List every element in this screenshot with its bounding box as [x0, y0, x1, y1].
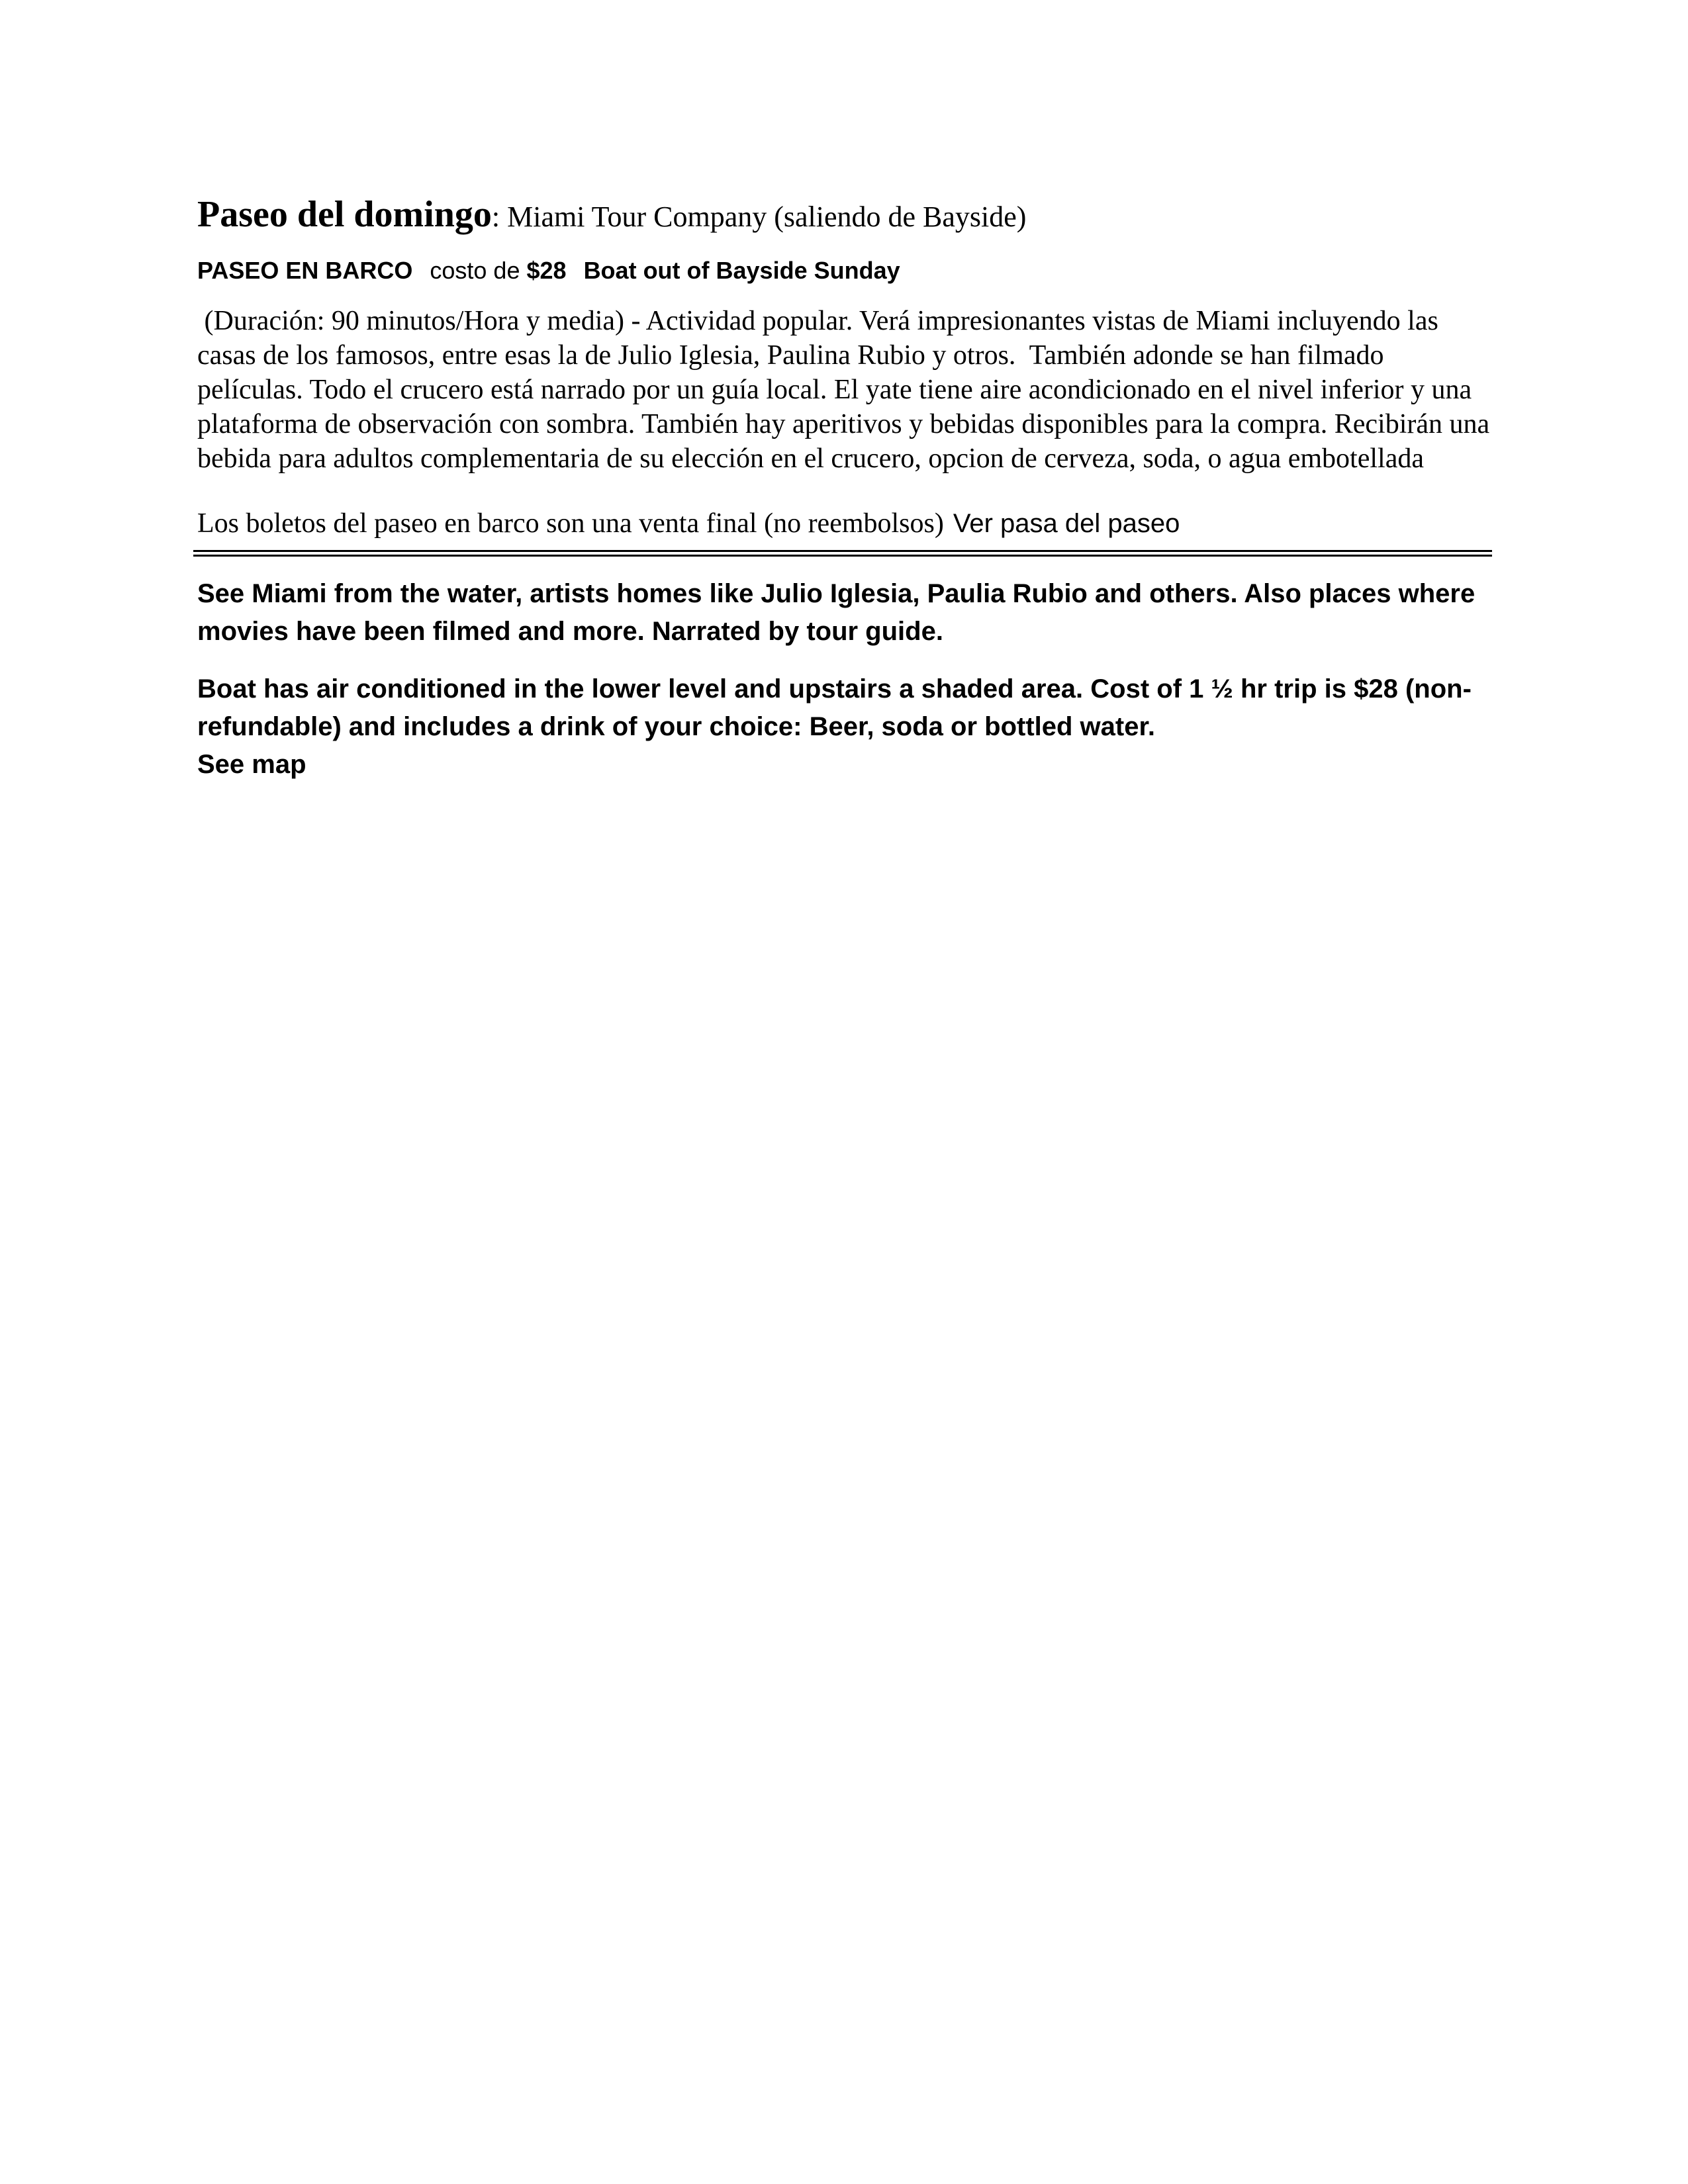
price-line [197, 256, 1488, 285]
cost-value: $28 [526, 257, 567, 284]
see-map-link[interactable]: See map [197, 750, 306, 779]
document-page [197, 194, 1497, 784]
tour-type-label: PASEO EN BARCO [197, 257, 413, 284]
cost-prefix: costo de [430, 257, 520, 284]
title-main: Paseo del domingo [197, 194, 492, 235]
double-divider [193, 550, 1492, 557]
english-paragraph-1: See Miami from the water, artists homes like Julio Iglesia, Paulia Rubio and others. Also places where movies have been filmed and more. Narrated by tour guide. [197, 579, 1476, 646]
page-title [197, 195, 1488, 236]
english-paragraph-2-text: Boat has air conditioned in the lower level and upstairs a shaded area. Cost of 1 ½ hr trip is $28 (non-refundable) and includes a drink of your choice: Beer, soda or bottled water. [197, 674, 1472, 741]
spanish-description: (Duración: 90 minutos/Hora y media) - Actividad popular. Verá impresionantes vistas de Miami incluyendo las casas de los famosos, entre esas la de Julio Iglesia, Paulina Rubio y otros. También adonde se han filmado películas. Todo el crucero está narrado por un guía local. El yate tiene aire acondicionado en el nivel inferior y una plataforma de observación con sombra. También hay aperitivos y bebidas disponibles para la compra. Recibirán una bebida para adultos complementaria de su elección en el crucero, opcion de cerveza, soda, o agua embotellada [197, 306, 1497, 474]
refund-line [197, 506, 1488, 541]
title-subtitle: : Miami Tour Company (saliendo de Bayside) [491, 201, 1027, 233]
english-paragraph-2 [197, 670, 1495, 784]
refund-text: Los boletos del paseo en barco son una venta final (no reembolsos) [197, 508, 944, 539]
english-tour-label: Boat out of Bayside Sunday [583, 257, 900, 284]
view-tour-link[interactable]: Ver pasa del paseo [953, 509, 1180, 538]
